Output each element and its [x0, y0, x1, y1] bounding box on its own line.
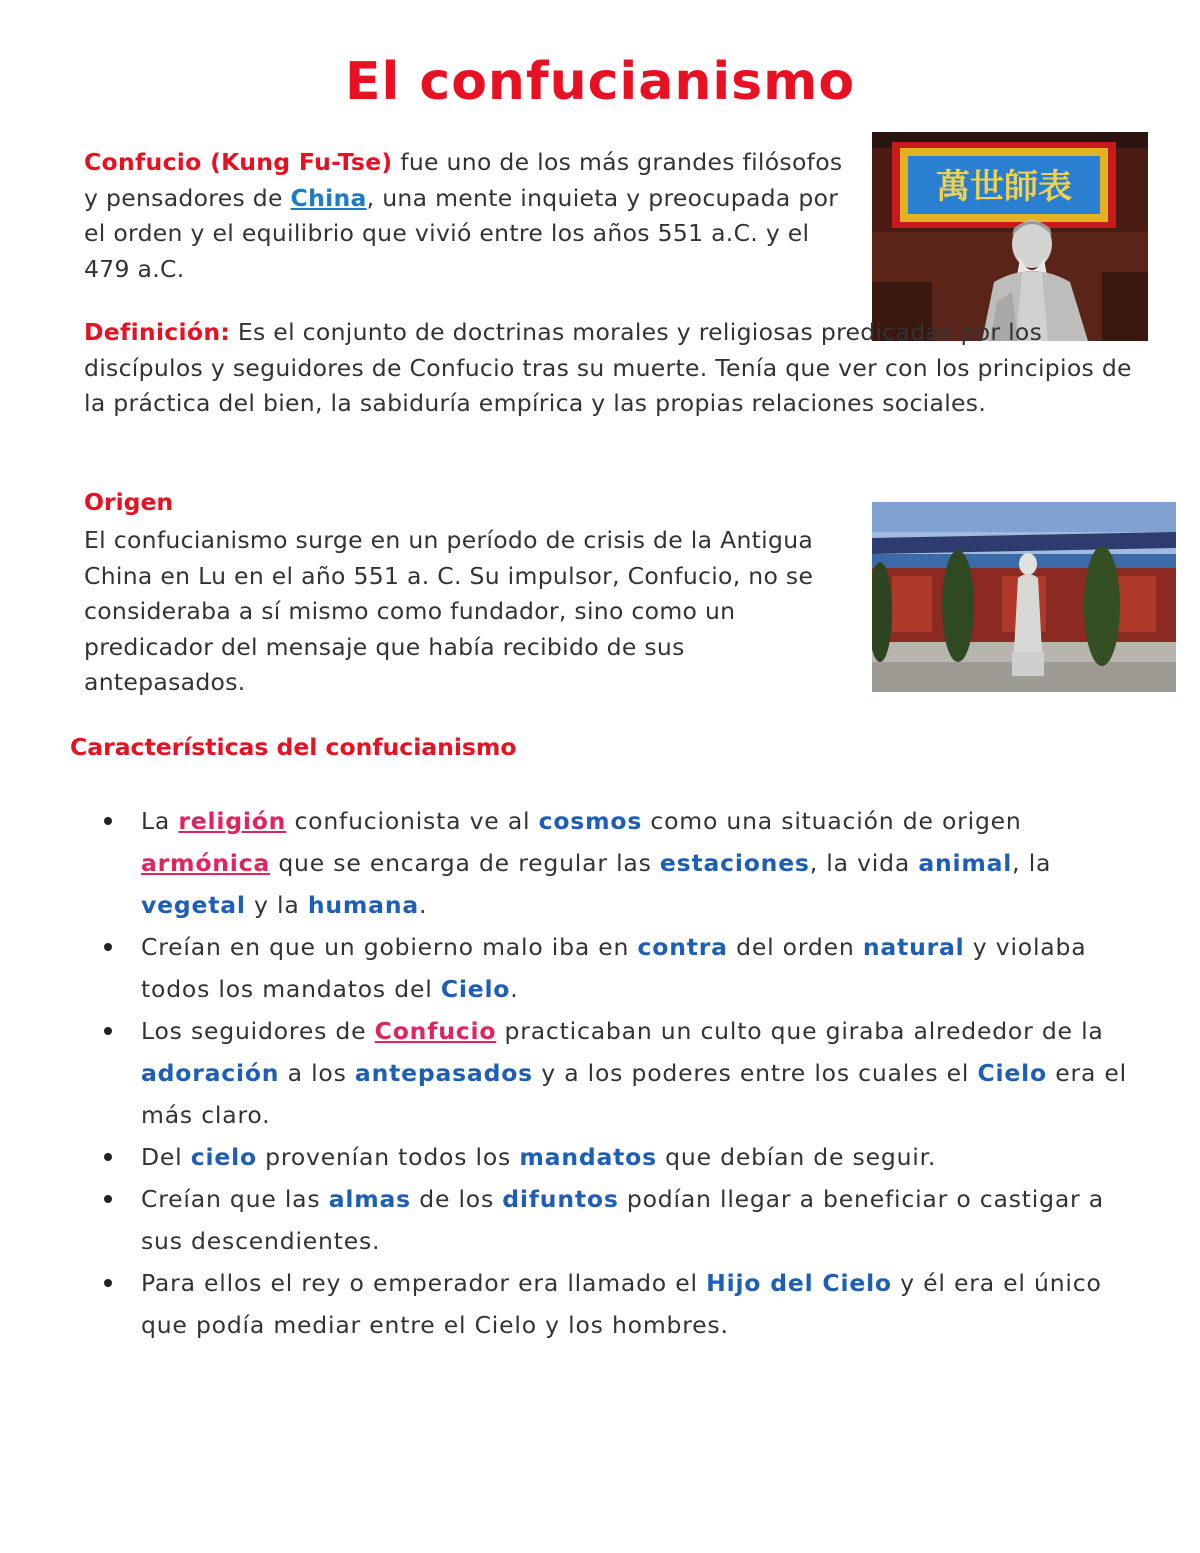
keyword: almas	[328, 1185, 411, 1213]
keyword: adoración	[141, 1059, 280, 1087]
definicion-paragraph	[84, 315, 1154, 422]
list-item	[100, 800, 1150, 926]
text: Los seguidores de	[141, 1017, 375, 1045]
bullet-icon	[104, 1153, 112, 1161]
text: Creían que las	[141, 1185, 329, 1213]
caracteristicas-heading: Características del confucianismo	[70, 733, 517, 761]
religion-link[interactable]: religión	[178, 807, 287, 835]
list-item	[100, 1010, 1150, 1136]
keyword: cielo	[190, 1143, 257, 1171]
bullet-icon	[104, 1279, 112, 1287]
definicion-label: Definición:	[84, 318, 231, 346]
china-link[interactable]: China	[290, 183, 367, 212]
definicion-text: Es el conjunto de doctrinas morales y religiosas predicadas por los discípulos y seguidores de Confucio tras su muerte. Tenía que ver con los principios de la práctica del bien, la sabiduría empírica y las propias relaciones sociales.	[84, 318, 1132, 417]
intro-paragraph	[84, 145, 854, 287]
caracteristicas-list	[100, 800, 1150, 1346]
text: era el más claro.	[141, 1059, 1128, 1129]
list-item	[100, 1262, 1150, 1346]
text: .	[419, 891, 428, 919]
keyword: antepasados	[354, 1059, 533, 1087]
intro-text-1: fue uno de los más grandes filósofos y pensadores de	[84, 148, 843, 212]
keyword: humana	[307, 891, 420, 919]
text: confucionista ve al	[286, 807, 539, 835]
plaque-text: 萬世師表	[936, 167, 1072, 207]
keyword: estaciones	[659, 849, 810, 877]
bullet-icon	[104, 943, 112, 951]
page-title: El confucianismo	[344, 52, 856, 112]
text: de los	[410, 1185, 503, 1213]
text: Creían en que un gobierno malo iba en	[141, 933, 638, 961]
text: practicaban un culto que giraba alrededor de la	[496, 1017, 1104, 1045]
text: , la	[1012, 849, 1052, 877]
confucio-name: Confucio (Kung Fu-Tse)	[84, 148, 393, 176]
bullet-icon	[104, 1027, 112, 1035]
text: .	[510, 975, 519, 1003]
text: y a los poderes entre los cuales el	[532, 1059, 978, 1087]
confucius-statue-plaque-image	[872, 132, 1148, 341]
armonica-link[interactable]: armónica	[141, 849, 271, 877]
list-item	[100, 1178, 1150, 1262]
keyword: Cielo	[977, 1059, 1047, 1087]
bullet-icon	[104, 817, 112, 825]
bullet-icon	[104, 1195, 112, 1203]
text: como una situación de origen	[642, 807, 1022, 835]
confucio-link[interactable]: Confucio	[374, 1017, 497, 1045]
text: del orden	[727, 933, 863, 961]
keyword: natural	[862, 933, 965, 961]
keyword: vegetal	[141, 891, 246, 919]
text: , la vida	[809, 849, 919, 877]
origen-heading: Origen	[84, 488, 174, 516]
text: podían llegar a beneficiar o castigar a sus descendientes.	[141, 1185, 1104, 1255]
text: y él era el único que podía mediar entre el Cielo y los hombres.	[141, 1269, 1102, 1339]
text: Para ellos el rey o emperador era llamado el	[141, 1269, 707, 1297]
temple-courtyard-image	[872, 502, 1176, 692]
text: provenían todos los	[256, 1143, 520, 1171]
intro-text-2: , una mente inquieta y preocupada por el orden y el equilibrio que vivió entre los años 551 a.C. y el 479 a.C.	[84, 183, 839, 283]
origen-paragraph: El confucianismo surge en un período de crisis de la Antigua China en Lu en el año 551 a. C. Su impulsor, Confucio, no se consideraba a sí mismo como fundador, sino como un predicador del mensaje que había recibido de sus antepasados.	[84, 526, 814, 696]
list-item	[100, 1136, 1150, 1178]
text: a los	[279, 1059, 355, 1087]
keyword: Hijo del Cielo	[706, 1269, 892, 1297]
text: y la	[245, 891, 308, 919]
text: que se encarga de regular las	[270, 849, 660, 877]
keyword: animal	[918, 849, 1013, 877]
keyword: mandatos	[519, 1143, 657, 1171]
keyword: contra	[637, 933, 728, 961]
keyword: Cielo	[440, 975, 511, 1003]
text: y violaba todos los mandatos del	[141, 933, 1087, 1003]
text: que debían de seguir.	[656, 1143, 937, 1171]
keyword: cosmos	[538, 807, 643, 835]
keyword: difuntos	[502, 1185, 619, 1213]
text: La	[141, 807, 179, 835]
text: Del	[141, 1143, 191, 1171]
list-item	[100, 926, 1150, 1010]
